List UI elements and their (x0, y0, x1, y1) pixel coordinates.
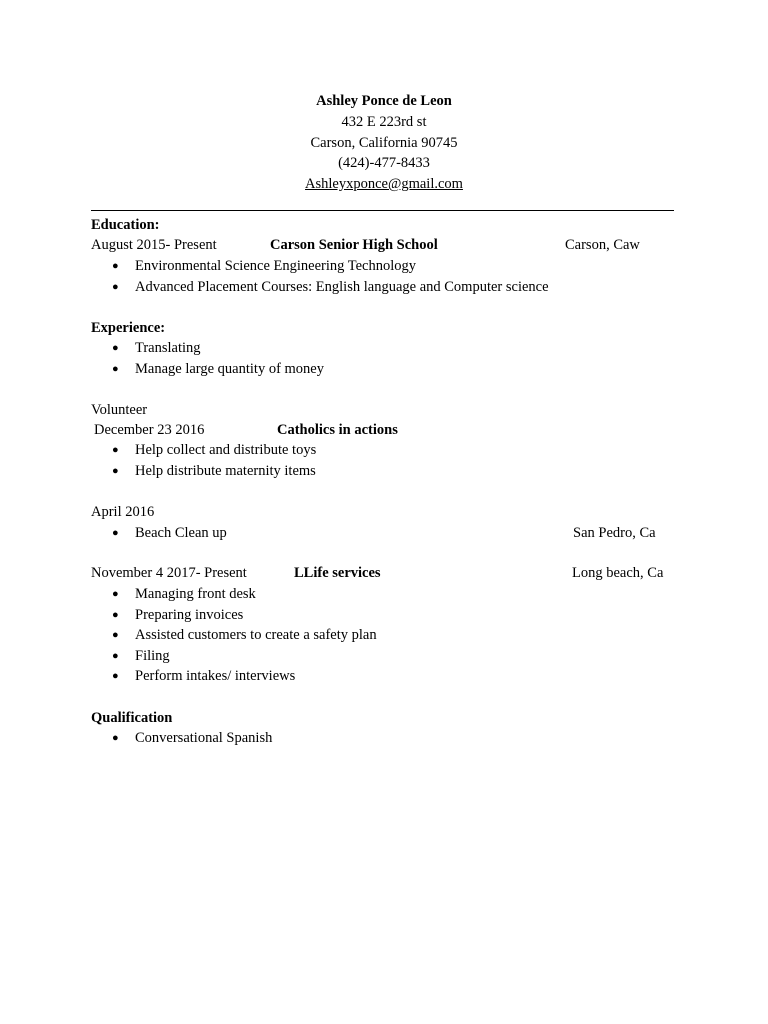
address-line: 432 E 223rd st (341, 114, 427, 130)
beach-date: April 2016 (91, 504, 155, 520)
volunteer-date: December 23 2016 (94, 422, 205, 438)
education-heading: Education: (91, 217, 160, 233)
llife-item: Managing front desk (135, 586, 256, 602)
bullet-icon: ● (112, 732, 119, 744)
llife-item: Assisted customers to create a safety plan (135, 627, 377, 643)
experience-item: Manage large quantity of money (135, 361, 324, 377)
education-item: Environmental Science Engineering Technology (135, 258, 416, 274)
bullet-icon: ● (112, 363, 119, 375)
phone-line: (424)-477-8433 (338, 155, 430, 171)
bullet-icon: ● (112, 281, 119, 293)
volunteer-org: Catholics in actions (277, 422, 398, 438)
llife-item: Filing (135, 648, 170, 664)
bullet-icon: ● (112, 527, 119, 539)
experience-item: Translating (135, 340, 201, 356)
qualification-item: Conversational Spanish (135, 730, 273, 746)
volunteer-item: Help distribute maternity items (135, 463, 316, 479)
bullet-icon: ● (112, 444, 119, 456)
bullet-icon: ● (112, 588, 119, 600)
volunteer-heading: Volunteer (91, 402, 148, 418)
bullet-icon: ● (112, 465, 119, 477)
bullet-icon: ● (112, 670, 119, 682)
education-school: Carson Senior High School (270, 237, 438, 253)
llife-date: November 4 2017- Present (91, 565, 247, 581)
llife-location: Long beach, Ca (572, 565, 664, 581)
experience-heading: Experience: (91, 320, 166, 336)
bullet-icon: ● (112, 260, 119, 272)
qualification-heading: Qualification (91, 710, 173, 726)
email-container (0, 174, 768, 194)
bullet-icon: ● (112, 629, 119, 641)
education-location: Carson, Caw (565, 237, 640, 253)
header-divider (91, 210, 674, 211)
bullet-icon: ● (112, 650, 119, 662)
resume-name: Ashley Ponce de Leon (316, 93, 452, 109)
education-date: August 2015- Present (91, 237, 217, 253)
email-link[interactable]: Ashleyxponce@gmail.com (305, 176, 463, 192)
volunteer-item: Help collect and distribute toys (135, 442, 317, 458)
bullet-icon: ● (112, 609, 119, 621)
bullet-icon: ● (112, 342, 119, 354)
llife-item: Perform intakes/ interviews (135, 668, 296, 684)
beach-item: Beach Clean up (135, 525, 227, 541)
llife-item: Preparing invoices (135, 607, 244, 623)
llife-org: LLife services (294, 565, 381, 581)
beach-location: San Pedro, Ca (573, 525, 656, 541)
education-item: Advanced Placement Courses: English language and Computer science (135, 279, 549, 295)
city-line: Carson, California 90745 (310, 135, 458, 151)
